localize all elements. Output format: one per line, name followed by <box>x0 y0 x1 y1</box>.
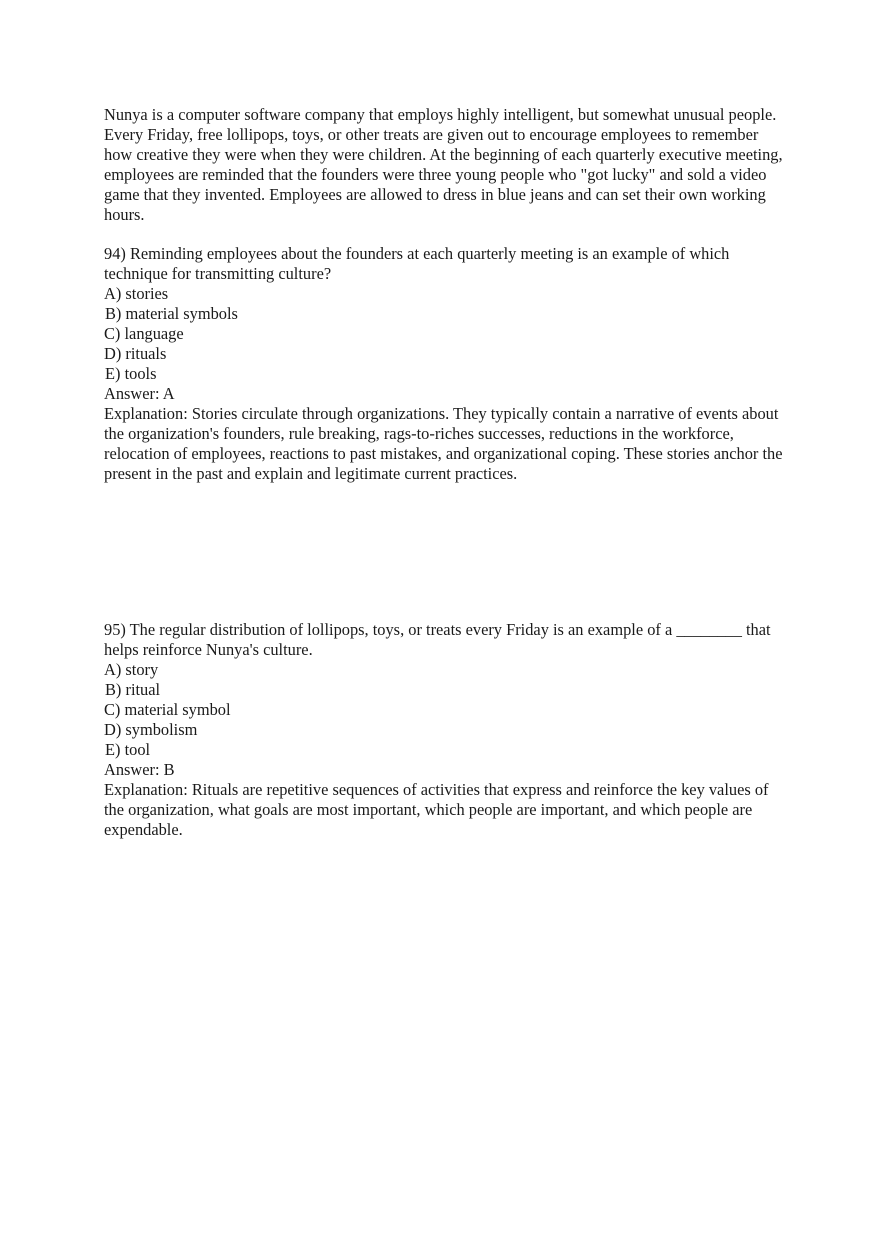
scenario-text: Nunya is a computer software company that employs highly intelligent, but somewhat unusual people. Every Friday, free lollipops, toys, or other treats are given out to encourage employees to remember how creative they were when they were children. At the beginning of each quarterly executive meeting, employees are reminded that the founders were three young people who "got lucky" and sold a video game that they invented. Employees are allowed to dress in blue jeans and can set their own working hours. <box>104 105 783 224</box>
choice-b: B) material symbols <box>105 304 238 323</box>
answer-line: Answer: A <box>104 384 175 403</box>
scenario-passage <box>104 105 784 225</box>
choice-b: B) ritual <box>105 680 161 699</box>
choice-a: A) story <box>104 660 159 679</box>
choice-c: C) language <box>104 324 184 343</box>
question-94 <box>104 244 784 484</box>
choice-e: E) tools <box>105 364 157 383</box>
choice-a: A) stories <box>104 284 169 303</box>
choice-c: C) material symbol <box>104 700 231 719</box>
explanation-text: Explanation: Stories circulate through organizations. They typically contain a narrative of events about the organization's founders, rule breaking, rags-to-riches successes, reductions in the workforce, relocation of employees, reactions to past mistakes, and organizational coping. These stories anchor the present in the past and explain and legitimate current practices. <box>104 404 783 483</box>
question-stem: 95) The regular distribution of lollipops, toys, or treats every Friday is an example of a ________ that helps reinforce Nunya's culture. <box>104 620 771 659</box>
question-95 <box>104 620 784 840</box>
explanation-text: Explanation: Rituals are repetitive sequences of activities that express and reinforce the key values of the organization, what goals are most important, which people are important, and which people are expendable. <box>104 780 769 839</box>
choice-d: D) rituals <box>104 344 167 363</box>
choice-e: E) tool <box>105 740 151 759</box>
question-stem: 94) Reminding employees about the founders at each quarterly meeting is an example of which technique for transmitting culture? <box>104 244 730 283</box>
choice-d: D) symbolism <box>104 720 198 739</box>
answer-line: Answer: B <box>104 760 175 779</box>
